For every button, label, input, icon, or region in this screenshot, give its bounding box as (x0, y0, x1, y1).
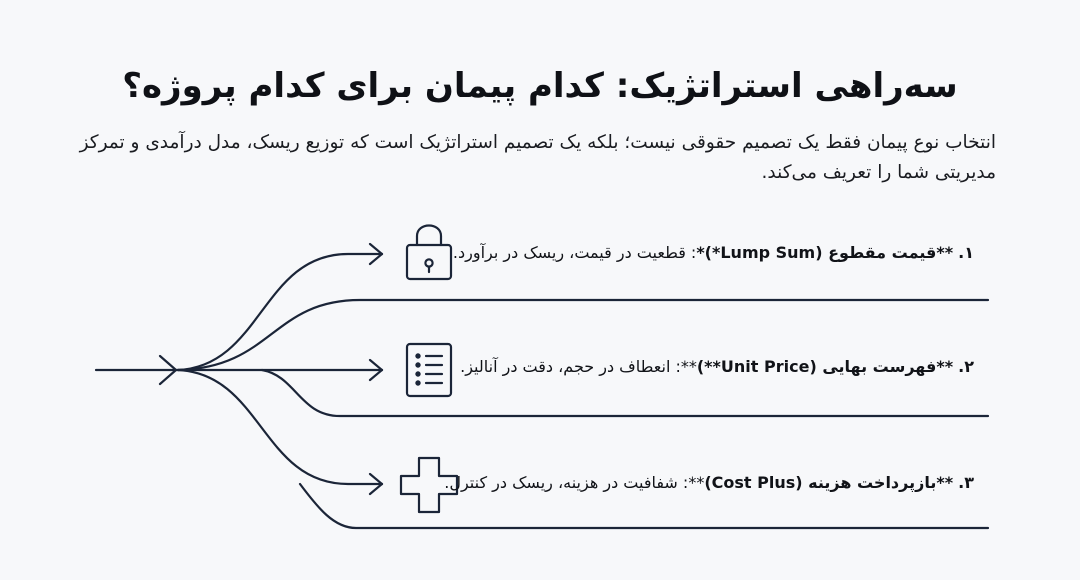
contract-type-unit-price (460, 357, 974, 376)
item-name: **بازپرداخت هزینه (Cost Plus) (704, 473, 954, 492)
item-name: **فهرست بهایی (Unit Price**) (696, 357, 954, 376)
contract-type-cost-plus (444, 473, 974, 492)
branch-top-curve (178, 254, 382, 370)
item-description: **: انعطاف در حجم، دقت در آنالیز. (460, 357, 697, 376)
item-description: : قطعیت در قیمت، ریسک در برآورد. (452, 243, 697, 262)
item-number: ۱. (958, 243, 974, 262)
item-number: ۲. (958, 357, 974, 376)
page-subtitle: انتخاب نوع پیمان فقط یک تصمیم حقوقی نیست؛ بلکه یک تصمیم استراتژیک است که توزیع ریسک، مدل درآمدی و تمرکز مدیریتی شما را تعریف می‌کند. (79, 132, 996, 183)
item-description: **: شفافیت در هزینه، ریسک در کنترل. (444, 473, 705, 492)
lock-icon (407, 226, 451, 280)
branch-bottom-curve (178, 370, 382, 484)
item-name: **قیمت مقطوع (Lump Sum*)* (696, 243, 954, 262)
item-number: ۳. (958, 473, 974, 492)
contract-type-lump-sum (453, 243, 974, 262)
list-document-icon (407, 344, 451, 396)
branch-middle-divider (262, 370, 988, 416)
page-title: سه‌راهی استراتژیک: کدام پیمان برای کدام پروژه؟ (122, 66, 958, 106)
